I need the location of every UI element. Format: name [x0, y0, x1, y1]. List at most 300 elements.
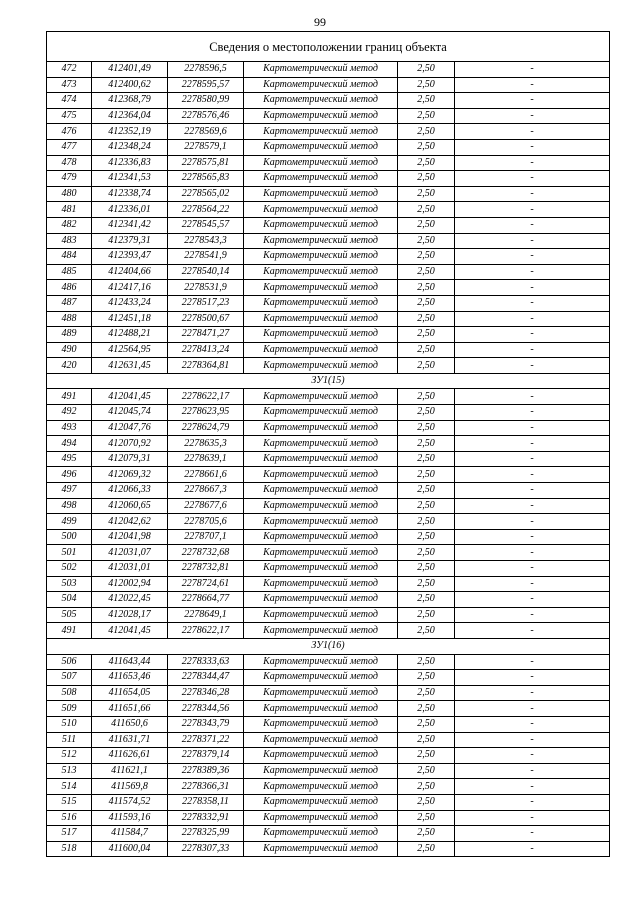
accuracy-cell: 2,50: [398, 451, 455, 467]
table-row: [47, 405, 610, 421]
x-coordinate-cell: 412041,45: [92, 389, 168, 405]
y-coordinate-cell: 2278707,1: [168, 529, 244, 545]
description-cell: -: [455, 685, 610, 701]
table-row: [47, 623, 610, 639]
section-label: ЗУ1(16): [47, 638, 610, 654]
point-number-cell: 505: [47, 607, 92, 623]
x-coordinate-cell: 412031,01: [92, 561, 168, 577]
accuracy-cell: 2,50: [398, 623, 455, 639]
y-coordinate-cell: 2278389,36: [168, 763, 244, 779]
table-row: [47, 186, 610, 202]
x-coordinate-cell: 412338,74: [92, 186, 168, 202]
accuracy-cell: 2,50: [398, 249, 455, 265]
y-coordinate-cell: 2278596,5: [168, 62, 244, 78]
y-coordinate-cell: 2278531,9: [168, 280, 244, 296]
accuracy-cell: 2,50: [398, 592, 455, 608]
x-coordinate-cell: 412028,17: [92, 607, 168, 623]
method-cell: Картометрический метод: [244, 405, 398, 421]
point-number-cell: 513: [47, 763, 92, 779]
y-coordinate-cell: 2278575,81: [168, 155, 244, 171]
table-row: [47, 451, 610, 467]
method-cell: Картометрический метод: [244, 264, 398, 280]
table-row: [47, 280, 610, 296]
accuracy-cell: 2,50: [398, 732, 455, 748]
x-coordinate-cell: 411569,8: [92, 779, 168, 795]
method-cell: Картометрический метод: [244, 311, 398, 327]
method-cell: Картометрический метод: [244, 576, 398, 592]
table-row: [47, 794, 610, 810]
point-number-cell: 486: [47, 280, 92, 296]
method-cell: Картометрический метод: [244, 280, 398, 296]
method-cell: Картометрический метод: [244, 171, 398, 187]
x-coordinate-cell: 411621,1: [92, 763, 168, 779]
method-cell: Картометрический метод: [244, 701, 398, 717]
description-cell: -: [455, 342, 610, 358]
table-row: [47, 748, 610, 764]
method-cell: Картометрический метод: [244, 420, 398, 436]
x-coordinate-cell: 412336,83: [92, 155, 168, 171]
x-coordinate-cell: 412451,18: [92, 311, 168, 327]
point-number-cell: 490: [47, 342, 92, 358]
x-coordinate-cell: 412042,62: [92, 514, 168, 530]
description-cell: -: [455, 826, 610, 842]
accuracy-cell: 2,50: [398, 607, 455, 623]
description-cell: -: [455, 592, 610, 608]
accuracy-cell: 2,50: [398, 826, 455, 842]
table-row: [47, 155, 610, 171]
description-cell: -: [455, 108, 610, 124]
accuracy-cell: 2,50: [398, 217, 455, 233]
accuracy-cell: 2,50: [398, 108, 455, 124]
x-coordinate-cell: 412393,47: [92, 249, 168, 265]
y-coordinate-cell: 2278732,81: [168, 561, 244, 577]
description-cell: -: [455, 202, 610, 218]
point-number-cell: 480: [47, 186, 92, 202]
y-coordinate-cell: 2278343,79: [168, 716, 244, 732]
description-cell: -: [455, 155, 610, 171]
x-coordinate-cell: 411600,04: [92, 841, 168, 857]
accuracy-cell: 2,50: [398, 763, 455, 779]
section-label: ЗУ1(15): [47, 373, 610, 389]
y-coordinate-cell: 2278622,17: [168, 623, 244, 639]
x-coordinate-cell: 412488,21: [92, 327, 168, 343]
description-cell: -: [455, 327, 610, 343]
x-coordinate-cell: 411593,16: [92, 810, 168, 826]
description-cell: -: [455, 451, 610, 467]
accuracy-cell: 2,50: [398, 93, 455, 109]
method-cell: Картометрический метод: [244, 451, 398, 467]
x-coordinate-cell: 411574,52: [92, 794, 168, 810]
point-number-cell: 507: [47, 670, 92, 686]
description-cell: -: [455, 249, 610, 265]
description-cell: -: [455, 748, 610, 764]
table-row: [47, 295, 610, 311]
method-cell: Картометрический метод: [244, 748, 398, 764]
description-cell: -: [455, 77, 610, 93]
point-number-cell: 510: [47, 716, 92, 732]
point-number-cell: 475: [47, 108, 92, 124]
x-coordinate-cell: 411650,6: [92, 716, 168, 732]
x-coordinate-cell: 412031,07: [92, 545, 168, 561]
y-coordinate-cell: 2278333,63: [168, 654, 244, 670]
method-cell: Картометрический метод: [244, 685, 398, 701]
x-coordinate-cell: 412348,24: [92, 139, 168, 155]
method-cell: Картометрический метод: [244, 249, 398, 265]
point-number-cell: 472: [47, 62, 92, 78]
point-number-cell: 489: [47, 327, 92, 343]
method-cell: Картометрический метод: [244, 841, 398, 857]
description-cell: -: [455, 280, 610, 296]
accuracy-cell: 2,50: [398, 295, 455, 311]
method-cell: Картометрический метод: [244, 202, 398, 218]
description-cell: -: [455, 93, 610, 109]
x-coordinate-cell: 412022,45: [92, 592, 168, 608]
method-cell: Картометрический метод: [244, 810, 398, 826]
method-cell: Картометрический метод: [244, 623, 398, 639]
x-coordinate-cell: 411631,71: [92, 732, 168, 748]
method-cell: Картометрический метод: [244, 342, 398, 358]
accuracy-cell: 2,50: [398, 576, 455, 592]
x-coordinate-cell: 412417,16: [92, 280, 168, 296]
accuracy-cell: 2,50: [398, 405, 455, 421]
accuracy-cell: 2,50: [398, 670, 455, 686]
y-coordinate-cell: 2278543,3: [168, 233, 244, 249]
point-number-cell: 492: [47, 405, 92, 421]
point-number-cell: 512: [47, 748, 92, 764]
point-number-cell: 473: [47, 77, 92, 93]
method-cell: Картометрический метод: [244, 62, 398, 78]
method-cell: Картометрический метод: [244, 139, 398, 155]
accuracy-cell: 2,50: [398, 685, 455, 701]
table-row: [47, 576, 610, 592]
accuracy-cell: 2,50: [398, 77, 455, 93]
point-number-cell: 499: [47, 514, 92, 530]
y-coordinate-cell: 2278705,6: [168, 514, 244, 530]
accuracy-cell: 2,50: [398, 139, 455, 155]
description-cell: -: [455, 732, 610, 748]
method-cell: Картометрический метод: [244, 498, 398, 514]
x-coordinate-cell: 412341,53: [92, 171, 168, 187]
y-coordinate-cell: 2278565,83: [168, 171, 244, 187]
description-cell: -: [455, 763, 610, 779]
y-coordinate-cell: 2278366,31: [168, 779, 244, 795]
table-row: [47, 732, 610, 748]
accuracy-cell: 2,50: [398, 264, 455, 280]
description-cell: -: [455, 670, 610, 686]
method-cell: Картометрический метод: [244, 483, 398, 499]
table-row: [47, 77, 610, 93]
method-cell: Картометрический метод: [244, 670, 398, 686]
point-number-cell: 501: [47, 545, 92, 561]
x-coordinate-cell: 412352,19: [92, 124, 168, 140]
x-coordinate-cell: 412069,32: [92, 467, 168, 483]
description-cell: -: [455, 217, 610, 233]
accuracy-cell: 2,50: [398, 186, 455, 202]
section-header-row: [47, 638, 610, 654]
x-coordinate-cell: 412070,92: [92, 436, 168, 452]
description-cell: -: [455, 545, 610, 561]
y-coordinate-cell: 2278325,99: [168, 826, 244, 842]
method-cell: Картометрический метод: [244, 295, 398, 311]
point-number-cell: 484: [47, 249, 92, 265]
point-number-cell: 488: [47, 311, 92, 327]
table-row: [47, 389, 610, 405]
point-number-cell: 508: [47, 685, 92, 701]
accuracy-cell: 2,50: [398, 701, 455, 717]
point-number-cell: 482: [47, 217, 92, 233]
x-coordinate-cell: 412564,95: [92, 342, 168, 358]
method-cell: Картометрический метод: [244, 467, 398, 483]
y-coordinate-cell: 2278564,22: [168, 202, 244, 218]
table-row: [47, 233, 610, 249]
x-coordinate-cell: 411653,46: [92, 670, 168, 686]
boundary-table: [46, 31, 610, 857]
method-cell: Картометрический метод: [244, 561, 398, 577]
point-number-cell: 485: [47, 264, 92, 280]
point-number-cell: 481: [47, 202, 92, 218]
table-title-row: [47, 32, 610, 62]
description-cell: -: [455, 311, 610, 327]
accuracy-cell: 2,50: [398, 794, 455, 810]
description-cell: -: [455, 171, 610, 187]
accuracy-cell: 2,50: [398, 748, 455, 764]
table-row: [47, 561, 610, 577]
point-number-cell: 514: [47, 779, 92, 795]
accuracy-cell: 2,50: [398, 483, 455, 499]
accuracy-cell: 2,50: [398, 358, 455, 374]
x-coordinate-cell: 412079,31: [92, 451, 168, 467]
method-cell: Картометрический метод: [244, 436, 398, 452]
accuracy-cell: 2,50: [398, 841, 455, 857]
accuracy-cell: 2,50: [398, 716, 455, 732]
x-coordinate-cell: 411654,05: [92, 685, 168, 701]
method-cell: Картометрический метод: [244, 545, 398, 561]
x-coordinate-cell: 411584,7: [92, 826, 168, 842]
y-coordinate-cell: 2278649,1: [168, 607, 244, 623]
table-row: [47, 483, 610, 499]
x-coordinate-cell: 412060,65: [92, 498, 168, 514]
table-row: [47, 327, 610, 343]
description-cell: -: [455, 561, 610, 577]
table-row: [47, 342, 610, 358]
description-cell: -: [455, 124, 610, 140]
y-coordinate-cell: 2278732,68: [168, 545, 244, 561]
y-coordinate-cell: 2278724,61: [168, 576, 244, 592]
description-cell: -: [455, 654, 610, 670]
x-coordinate-cell: 412041,45: [92, 623, 168, 639]
method-cell: Картометрический метод: [244, 763, 398, 779]
table-row: [47, 467, 610, 483]
y-coordinate-cell: 2278307,33: [168, 841, 244, 857]
y-coordinate-cell: 2278540,14: [168, 264, 244, 280]
accuracy-cell: 2,50: [398, 779, 455, 795]
section-header-row: [47, 373, 610, 389]
method-cell: Картометрический метод: [244, 327, 398, 343]
y-coordinate-cell: 2278661,6: [168, 467, 244, 483]
x-coordinate-cell: 412400,62: [92, 77, 168, 93]
description-cell: -: [455, 420, 610, 436]
table-row: [47, 249, 610, 265]
x-coordinate-cell: 412002,94: [92, 576, 168, 592]
method-cell: Картометрический метод: [244, 108, 398, 124]
x-coordinate-cell: 411643,44: [92, 654, 168, 670]
y-coordinate-cell: 2278541,9: [168, 249, 244, 265]
description-cell: -: [455, 186, 610, 202]
y-coordinate-cell: 2278471,27: [168, 327, 244, 343]
page-number: 99: [314, 15, 326, 29]
method-cell: Картометрический метод: [244, 217, 398, 233]
point-number-cell: 491: [47, 623, 92, 639]
table-title: Сведения о местоположении границ объекта: [47, 32, 610, 62]
method-cell: Картометрический метод: [244, 732, 398, 748]
point-number-cell: 517: [47, 826, 92, 842]
description-cell: -: [455, 810, 610, 826]
description-cell: -: [455, 405, 610, 421]
x-coordinate-cell: 412341,42: [92, 217, 168, 233]
y-coordinate-cell: 2278569,6: [168, 124, 244, 140]
method-cell: Картометрический метод: [244, 233, 398, 249]
y-coordinate-cell: 2278358,11: [168, 794, 244, 810]
accuracy-cell: 2,50: [398, 467, 455, 483]
description-cell: -: [455, 233, 610, 249]
table-row: [47, 217, 610, 233]
x-coordinate-cell: 412047,76: [92, 420, 168, 436]
accuracy-cell: 2,50: [398, 545, 455, 561]
method-cell: Картометрический метод: [244, 779, 398, 795]
accuracy-cell: 2,50: [398, 155, 455, 171]
table-row: [47, 498, 610, 514]
description-cell: -: [455, 264, 610, 280]
y-coordinate-cell: 2278364,81: [168, 358, 244, 374]
description-cell: -: [455, 467, 610, 483]
method-cell: Картометрический метод: [244, 155, 398, 171]
accuracy-cell: 2,50: [398, 561, 455, 577]
description-cell: -: [455, 623, 610, 639]
point-number-cell: 503: [47, 576, 92, 592]
y-coordinate-cell: 2278371,22: [168, 732, 244, 748]
description-cell: -: [455, 716, 610, 732]
table-row: [47, 358, 610, 374]
table-row: [47, 685, 610, 701]
accuracy-cell: 2,50: [398, 171, 455, 187]
point-number-cell: 491: [47, 389, 92, 405]
table-row: [47, 670, 610, 686]
point-number-cell: 479: [47, 171, 92, 187]
description-cell: -: [455, 529, 610, 545]
accuracy-cell: 2,50: [398, 514, 455, 530]
y-coordinate-cell: 2278576,46: [168, 108, 244, 124]
y-coordinate-cell: 2278623,95: [168, 405, 244, 421]
description-cell: -: [455, 436, 610, 452]
accuracy-cell: 2,50: [398, 498, 455, 514]
y-coordinate-cell: 2278677,6: [168, 498, 244, 514]
table-row: [47, 62, 610, 78]
point-number-cell: 500: [47, 529, 92, 545]
table-row: [47, 701, 610, 717]
accuracy-cell: 2,50: [398, 420, 455, 436]
point-number-cell: 518: [47, 841, 92, 857]
x-coordinate-cell: 412364,04: [92, 108, 168, 124]
accuracy-cell: 2,50: [398, 529, 455, 545]
point-number-cell: 494: [47, 436, 92, 452]
x-coordinate-cell: 412045,74: [92, 405, 168, 421]
table-row: [47, 420, 610, 436]
description-cell: -: [455, 701, 610, 717]
point-number-cell: 477: [47, 139, 92, 155]
table-row: [47, 436, 610, 452]
accuracy-cell: 2,50: [398, 311, 455, 327]
point-number-cell: 509: [47, 701, 92, 717]
description-cell: -: [455, 576, 610, 592]
accuracy-cell: 2,50: [398, 233, 455, 249]
description-cell: -: [455, 607, 610, 623]
y-coordinate-cell: 2278580,99: [168, 93, 244, 109]
x-coordinate-cell: 412631,45: [92, 358, 168, 374]
y-coordinate-cell: 2278624,79: [168, 420, 244, 436]
table-row: [47, 139, 610, 155]
accuracy-cell: 2,50: [398, 436, 455, 452]
y-coordinate-cell: 2278517,23: [168, 295, 244, 311]
y-coordinate-cell: 2278500,67: [168, 311, 244, 327]
table-row: [47, 841, 610, 857]
point-number-cell: 516: [47, 810, 92, 826]
table-row: [47, 124, 610, 140]
table-row: [47, 93, 610, 109]
table-row: [47, 592, 610, 608]
point-number-cell: 493: [47, 420, 92, 436]
y-coordinate-cell: 2278579,1: [168, 139, 244, 155]
method-cell: Картометрический метод: [244, 826, 398, 842]
method-cell: Картометрический метод: [244, 514, 398, 530]
point-number-cell: 502: [47, 561, 92, 577]
method-cell: Картометрический метод: [244, 358, 398, 374]
x-coordinate-cell: 412066,33: [92, 483, 168, 499]
point-number-cell: 476: [47, 124, 92, 140]
method-cell: Картометрический метод: [244, 77, 398, 93]
y-coordinate-cell: 2278664,77: [168, 592, 244, 608]
description-cell: -: [455, 389, 610, 405]
boundary-table-container: [46, 31, 609, 857]
point-number-cell: 511: [47, 732, 92, 748]
table-row: [47, 654, 610, 670]
y-coordinate-cell: 2278344,47: [168, 670, 244, 686]
description-cell: -: [455, 794, 610, 810]
method-cell: Картометрический метод: [244, 124, 398, 140]
table-row: [47, 763, 610, 779]
accuracy-cell: 2,50: [398, 810, 455, 826]
y-coordinate-cell: 2278622,17: [168, 389, 244, 405]
x-coordinate-cell: 411651,66: [92, 701, 168, 717]
accuracy-cell: 2,50: [398, 62, 455, 78]
y-coordinate-cell: 2278545,57: [168, 217, 244, 233]
x-coordinate-cell: 412336,01: [92, 202, 168, 218]
y-coordinate-cell: 2278332,91: [168, 810, 244, 826]
point-number-cell: 487: [47, 295, 92, 311]
method-cell: Картометрический метод: [244, 93, 398, 109]
y-coordinate-cell: 2278635,3: [168, 436, 244, 452]
accuracy-cell: 2,50: [398, 202, 455, 218]
y-coordinate-cell: 2278595,57: [168, 77, 244, 93]
table-row: [47, 779, 610, 795]
method-cell: Картометрический метод: [244, 607, 398, 623]
table-row: [47, 810, 610, 826]
method-cell: Картометрический метод: [244, 654, 398, 670]
description-cell: -: [455, 514, 610, 530]
y-coordinate-cell: 2278667,3: [168, 483, 244, 499]
point-number-cell: 515: [47, 794, 92, 810]
table-row: [47, 202, 610, 218]
accuracy-cell: 2,50: [398, 654, 455, 670]
